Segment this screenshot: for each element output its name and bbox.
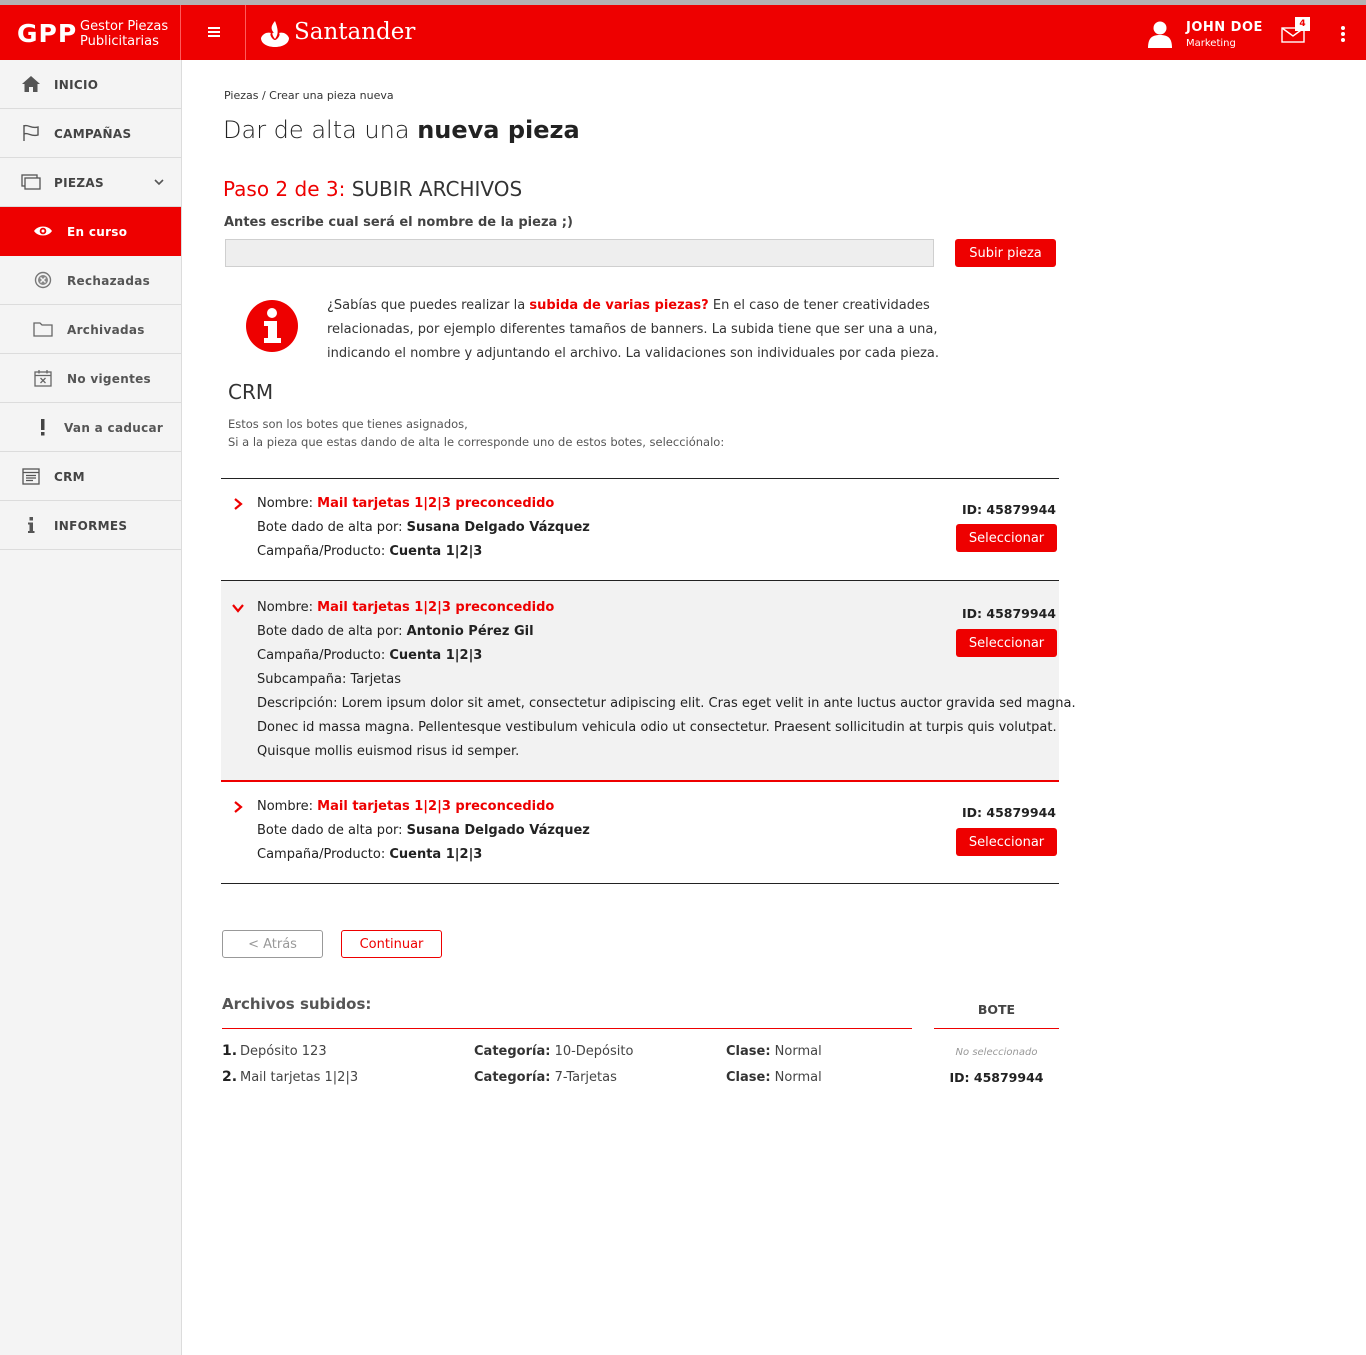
bote-author: Susana Delgado Vázquez <box>406 823 590 838</box>
list-divider <box>221 883 1059 884</box>
select-bote-button[interactable]: Seleccionar <box>956 524 1057 552</box>
sidebar-item-label: Van a caducar <box>64 421 164 435</box>
bote-campaign: Cuenta 1|2|3 <box>389 847 483 862</box>
bote-item[interactable]: Nombre: Mail tarjetas 1|2|3 preconcedido Bote dado de alta por: Susana Delgado Vázquez Campaña/Producto: Cuenta 1|2|3 ID: 45879944 Seleccionar <box>221 478 1059 580</box>
info-icon <box>21 516 41 534</box>
bote-id: ID: 45879944 <box>962 502 1056 517</box>
sidebar-item-informes[interactable] <box>0 501 181 550</box>
crm-icon <box>21 467 41 485</box>
sidebar-item-archivadas[interactable] <box>0 305 181 354</box>
eye-icon <box>33 222 53 240</box>
back-button[interactable]: < Atrás <box>222 930 323 958</box>
file-class: Clase: Normal <box>726 1044 822 1059</box>
step-name: SUBIR ARCHIVOS <box>351 177 523 201</box>
sidebar-item-label: INICIO <box>54 78 99 92</box>
sidebar-item-label: CAMPAÑAS <box>54 127 132 141</box>
sidebar-item-no-vigentes[interactable] <box>0 354 181 403</box>
app-name: Gestor Piezas Publicitarias <box>80 19 169 49</box>
bote-item-expanded[interactable]: Nombre: Mail tarjetas 1|2|3 preconcedido Bote dado de alta por: Antonio Pérez Gil Campaña/Producto: Cuenta 1|2|3 Subcampaña: Tarjetas Descripción: Lorem ipsum dolor sit amet, consectetur adipiscing elit. Cras eget velit in ante luctus auctor gravida sed magna. Donec id massa magna. Pellentesque vestibulum vehicula odio ut consectetur. Praesent sollicitudin at turpis quis volutpat. Quisque mollis euismod risus id semper. ID: 45879944 Seleccionar <box>221 580 1059 782</box>
bote-id: ID: 45879944 <box>962 606 1056 621</box>
chevron-right-icon[interactable] <box>232 801 244 813</box>
uploaded-file-row: 2. Mail tarjetas 1|2|3 Categoría: 7-Tarjetas Clase: Normal ID: 45879944 <box>222 1069 1062 1091</box>
pieces-icon <box>21 173 41 191</box>
rejected-icon <box>33 271 53 289</box>
file-category: Categoría: 10-Depósito <box>474 1044 634 1059</box>
info-message: ¿Sabías que puedes realizar la subida de varias piezas? En el caso de tener creatividades relacionadas, por ejemplo diferentes tamaños de banners. La subida tiene que ser una a una, indicando el nombre y adjuntando el archivo. La validaciones son individuales por cada pieza. <box>327 298 939 361</box>
bank-name: Santander <box>294 19 416 45</box>
piece-name-label: Antes escribe cual será el nombre de la pieza ;) <box>224 215 573 230</box>
step-label: Paso 2 de 3: <box>223 177 346 201</box>
bote-name: Mail tarjetas 1|2|3 preconcedido <box>317 799 555 814</box>
chevron-down-icon[interactable] <box>232 602 244 614</box>
main-content <box>182 60 1366 1355</box>
select-bote-button[interactable]: Seleccionar <box>956 629 1057 657</box>
info-circle-icon <box>246 300 298 352</box>
sidebar-item-rechazadas[interactable] <box>0 256 181 305</box>
chevron-right-icon[interactable] <box>232 498 244 510</box>
sidebar-item-label: PIEZAS <box>54 176 104 190</box>
user-role: Marketing <box>1186 38 1236 49</box>
crm-section-description: Estos son los botes que tienes asignados, Si a la pieza que estas dando de alta le corresponde uno de estos botes, selecciónalo: <box>228 417 725 449</box>
file-class: Clase: Normal <box>726 1070 822 1085</box>
sidebar-item-piezas[interactable] <box>0 158 181 207</box>
piece-name-input[interactable] <box>225 239 934 267</box>
hamburger-icon <box>208 27 220 29</box>
bote-description: Descripción: Lorem ipsum dolor sit amet, consectetur adipiscing elit. Cras eget velit in ante luctus auctor gravida sed magna. <box>257 696 1076 711</box>
sidebar-item-label: Rechazadas <box>67 274 151 288</box>
sidebar-item-label: INFORMES <box>54 519 128 533</box>
bote-name: Mail tarjetas 1|2|3 preconcedido <box>317 496 555 511</box>
file-bote: No seleccionado <box>955 1047 1038 1058</box>
file-name: Mail tarjetas 1|2|3 <box>240 1070 359 1085</box>
sidebar <box>0 60 182 1355</box>
file-name: Depósito 123 <box>240 1044 327 1059</box>
bote-author: Antonio Pérez Gil <box>406 624 534 639</box>
upload-piece-button[interactable]: Subir pieza <box>955 239 1056 267</box>
mail-count-badge: 4 <box>1295 17 1310 31</box>
top-bar <box>0 5 1366 60</box>
sidebar-item-campanas[interactable] <box>0 109 181 158</box>
sidebar-item-label: En curso <box>67 225 128 239</box>
sidebar-item-label: No vigentes <box>67 372 151 386</box>
home-icon <box>21 75 41 93</box>
flame-icon <box>260 21 290 47</box>
file-category: Categoría: 7-Tarjetas <box>474 1070 617 1085</box>
more-options-icon[interactable] <box>1334 23 1352 43</box>
bote-author: Susana Delgado Vázquez <box>406 520 590 535</box>
sidebar-item-en-curso[interactable] <box>0 207 181 256</box>
bote-name: Mail tarjetas 1|2|3 preconcedido <box>317 600 555 615</box>
calendar-x-icon <box>33 369 53 387</box>
flag-icon <box>21 124 41 142</box>
chevron-down-icon[interactable] <box>154 178 164 186</box>
sidebar-item-label: Archivadas <box>67 323 145 337</box>
exclamation-icon <box>33 418 53 436</box>
bote-id: ID: 45879944 <box>962 805 1056 820</box>
uploaded-file-row: 1. Depósito 123 Categoría: 10-Depósito Clase: Normal No seleccionado <box>222 1043 1062 1065</box>
sidebar-item-label: CRM <box>54 470 85 484</box>
folder-icon <box>33 320 53 338</box>
continue-button[interactable]: Continuar <box>341 930 442 958</box>
step-indicator <box>223 177 522 201</box>
crm-section-title: CRM <box>228 380 274 404</box>
files-divider <box>222 1028 912 1029</box>
sidebar-item-van-a-caducar[interactable] <box>0 403 181 452</box>
user-name[interactable]: JOHN DOE <box>1186 20 1263 35</box>
sidebar-item-inicio[interactable] <box>0 60 181 109</box>
menu-toggle-button[interactable] <box>182 5 246 60</box>
breadcrumb[interactable]: Piezas / Crear una pieza nueva <box>224 89 394 102</box>
page-title: Dar de alta una nueva pieza <box>223 116 580 144</box>
user-avatar-icon[interactable] <box>1148 21 1172 48</box>
file-bote: ID: 45879944 <box>949 1070 1044 1085</box>
app-logo: GPP <box>17 19 78 48</box>
app-brand[interactable] <box>0 5 181 60</box>
bote-column-header: BOTE <box>977 1002 1016 1017</box>
bote-campaign: Cuenta 1|2|3 <box>389 648 483 663</box>
bote-campaign: Cuenta 1|2|3 <box>389 544 483 559</box>
uploaded-files-title: Archivos subidos: <box>222 995 372 1013</box>
bote-item[interactable]: Nombre: Mail tarjetas 1|2|3 preconcedido Bote dado de alta por: Susana Delgado Vázquez Campaña/Producto: Cuenta 1|2|3 ID: 45879944 Seleccionar <box>221 782 1059 883</box>
sidebar-item-crm[interactable] <box>0 452 181 501</box>
select-bote-button[interactable]: Seleccionar <box>956 828 1057 856</box>
bote-divider <box>934 1028 1059 1029</box>
bote-subcampaign: Tarjetas <box>350 672 402 687</box>
